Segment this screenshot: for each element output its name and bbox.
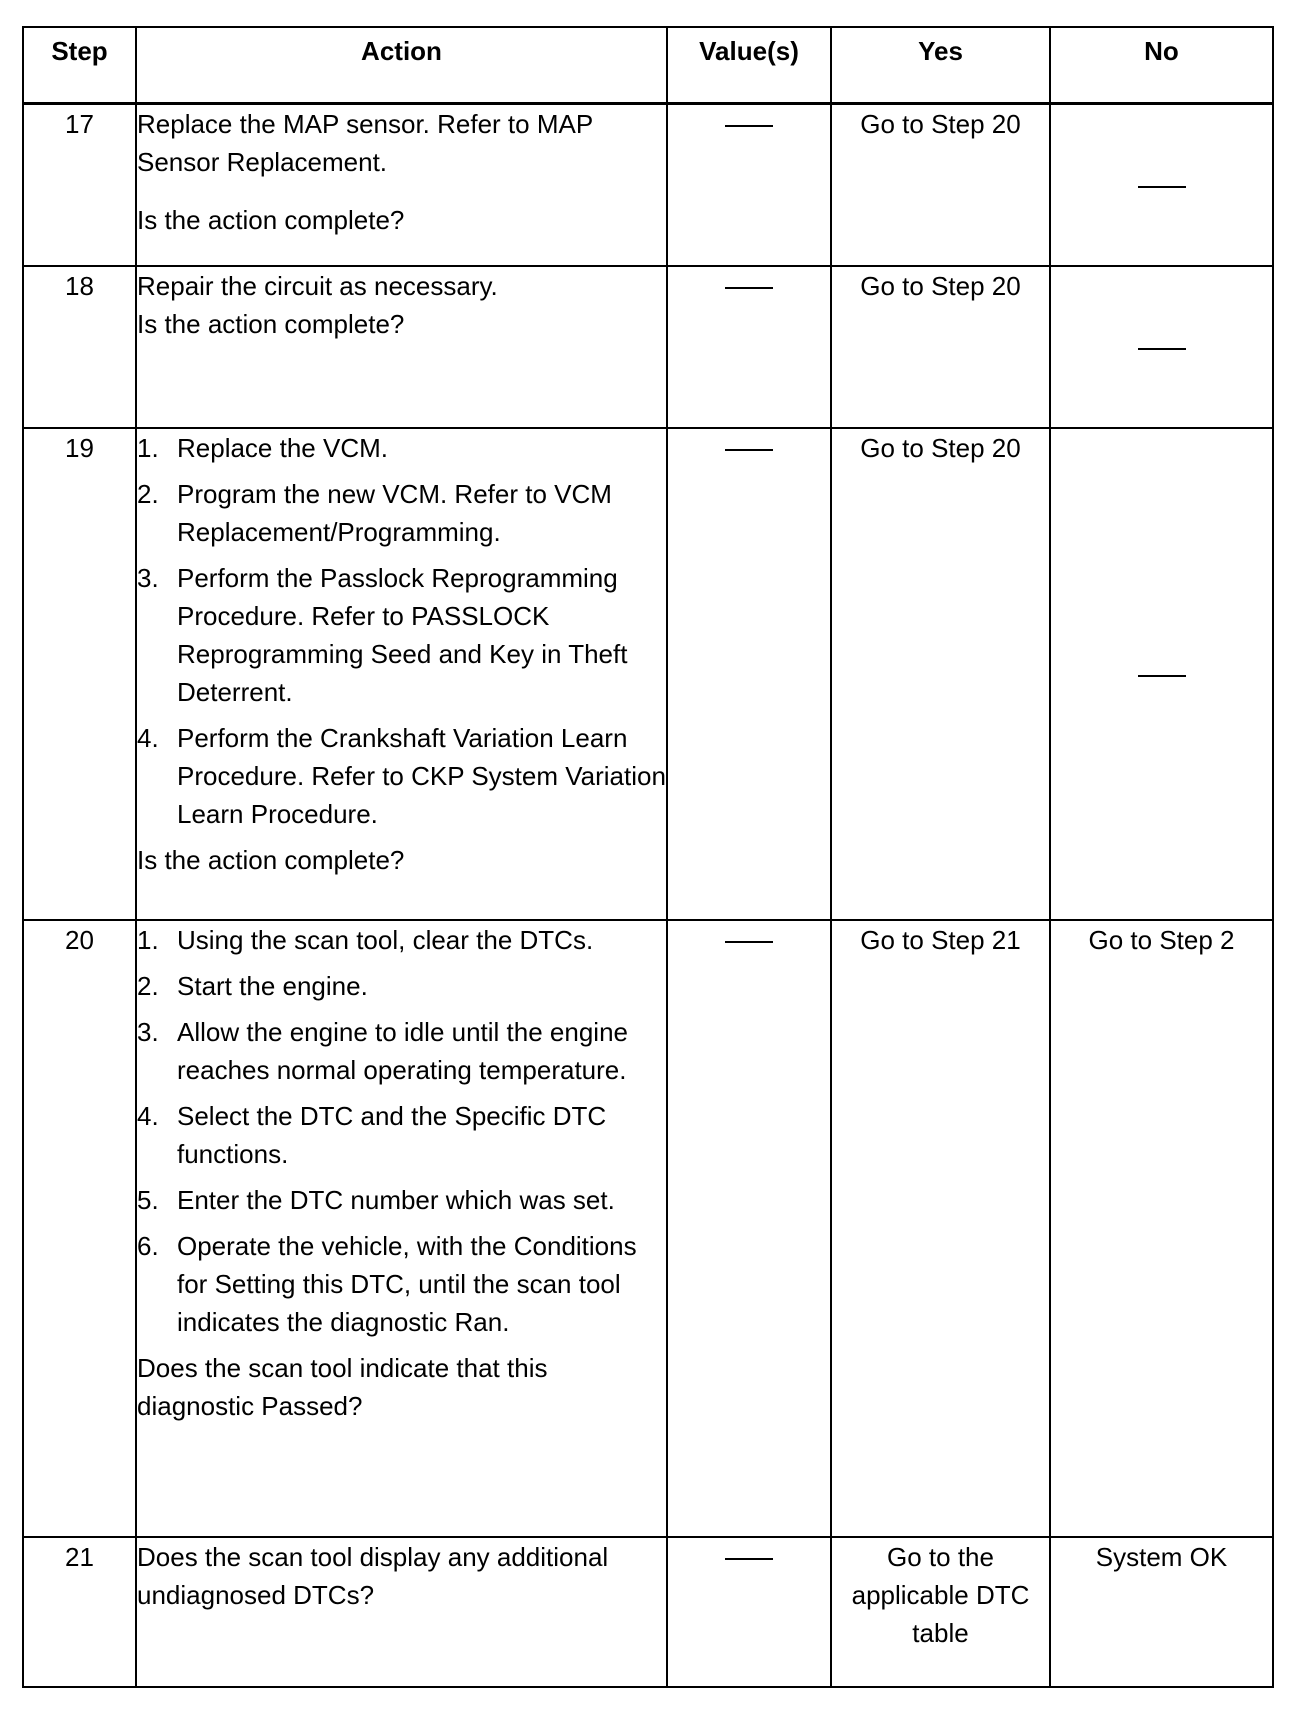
item-text: Allow the engine to idle until the engine reaches normal operating temperature. [177, 1017, 628, 1085]
no-cell [1050, 428, 1273, 920]
item-text: Using the scan tool, clear the DTCs. [177, 925, 594, 955]
item-number: 1. [137, 433, 159, 463]
item-text: Perform the Crankshaft Variation Learn Procedure. Refer to CKP System Variation Learn Procedure. [177, 723, 666, 829]
dash-mark [725, 125, 773, 127]
item-text: Program the new VCM. Refer to VCM Replacement/Programming. [177, 479, 612, 547]
header-yes: Yes [831, 27, 1050, 104]
action-question: Is the action complete? [137, 309, 405, 339]
action-cell [136, 1537, 667, 1687]
list-item [137, 1181, 666, 1219]
action-steps [137, 429, 666, 833]
action-text: Replace the MAP sensor. Refer to MAP Sensor Replacement. [137, 109, 593, 177]
diagnostic-table [22, 26, 1274, 1688]
action-cell [136, 920, 667, 1537]
action-cell [136, 104, 667, 267]
value-cell [667, 1537, 831, 1687]
yes-cell: Go to Step 21 [831, 920, 1050, 1537]
no-cell: System OK [1050, 1537, 1273, 1687]
item-text: Replace the VCM. [177, 433, 388, 463]
table-row [23, 266, 1273, 428]
header-no: No [1050, 27, 1273, 104]
action-question: Does the scan tool indicate that this diagnostic Passed? [137, 1353, 548, 1421]
action-cell [136, 266, 667, 428]
action-question: Is the action complete? [137, 845, 405, 875]
list-item [137, 559, 666, 711]
list-item [137, 1227, 666, 1341]
no-cell [1050, 104, 1273, 267]
value-cell [667, 428, 831, 920]
header-action: Action [136, 27, 667, 104]
list-item [137, 475, 666, 551]
item-text: Start the engine. [177, 971, 368, 1001]
item-text: Operate the vehicle, with the Conditions for Setting this DTC, until the scan tool indicates the diagnostic Ran. [177, 1231, 637, 1337]
header-step: Step [23, 27, 136, 104]
list-item [137, 1097, 666, 1173]
dash-mark [1138, 348, 1186, 350]
value-cell [667, 266, 831, 428]
dash-mark [725, 287, 773, 289]
item-text: Select the DTC and the Specific DTC functions. [177, 1101, 607, 1169]
diagnostic-table-page [22, 26, 1272, 1688]
table-row [23, 428, 1273, 920]
yes-cell: Go to the applicable DTC table [831, 1537, 1050, 1687]
step-number: 20 [23, 920, 136, 1537]
step-number: 17 [23, 104, 136, 267]
item-number: 4. [137, 1101, 159, 1131]
item-number: 4. [137, 723, 159, 753]
step-number: 19 [23, 428, 136, 920]
yes-cell: Go to Step 20 [831, 428, 1050, 920]
action-cell [136, 428, 667, 920]
action-question: Does the scan tool display any additional undiagnosed DTCs? [137, 1542, 609, 1610]
item-number: 2. [137, 971, 159, 1001]
list-item [137, 967, 666, 1005]
table-row [23, 920, 1273, 1537]
value-cell [667, 104, 831, 267]
dash-mark [725, 449, 773, 451]
yes-cell: Go to Step 20 [831, 104, 1050, 267]
item-text: Perform the Passlock Reprogramming Procedure. Refer to PASSLOCK Reprogramming Seed and Key in Theft Deterrent. [177, 563, 628, 707]
item-number: 5. [137, 1185, 159, 1215]
item-number: 1. [137, 925, 159, 955]
step-number: 18 [23, 266, 136, 428]
header-values: Value(s) [667, 27, 831, 104]
dash-mark [1138, 675, 1186, 677]
action-steps [137, 921, 666, 1341]
no-cell: Go to Step 2 [1050, 920, 1273, 1537]
table-row [23, 1537, 1273, 1687]
item-number: 6. [137, 1231, 159, 1261]
item-number: 2. [137, 479, 159, 509]
table-row [23, 104, 1273, 267]
list-item [137, 921, 666, 959]
item-text: Enter the DTC number which was set. [177, 1185, 615, 1215]
action-text: Repair the circuit as necessary. [137, 271, 498, 301]
dash-mark [725, 941, 773, 943]
item-number: 3. [137, 563, 159, 593]
item-number: 3. [137, 1017, 159, 1047]
list-item [137, 429, 666, 467]
dash-mark [725, 1558, 773, 1560]
no-cell [1050, 266, 1273, 428]
list-item [137, 719, 666, 833]
dash-mark [1138, 186, 1186, 188]
step-number: 21 [23, 1537, 136, 1687]
action-question: Is the action complete? [137, 205, 405, 235]
header-row [23, 27, 1273, 104]
list-item [137, 1013, 666, 1089]
yes-cell: Go to Step 20 [831, 266, 1050, 428]
value-cell [667, 920, 831, 1537]
